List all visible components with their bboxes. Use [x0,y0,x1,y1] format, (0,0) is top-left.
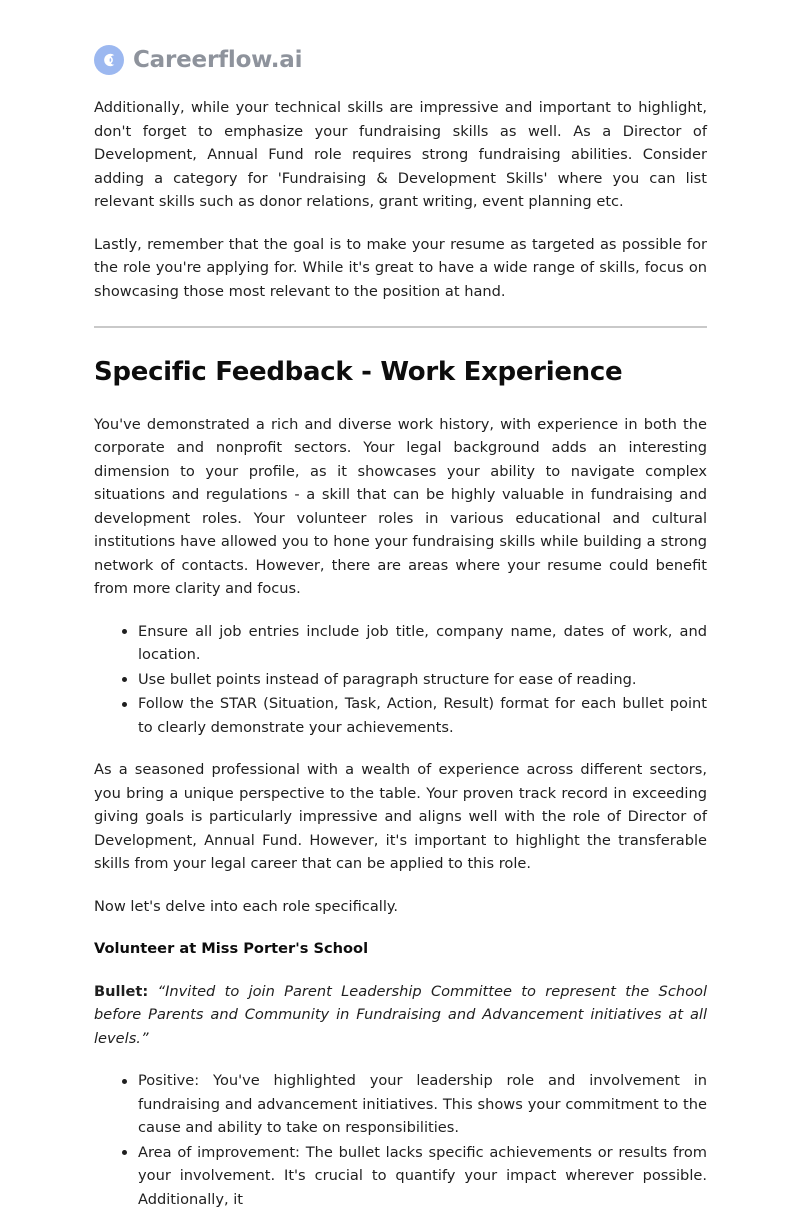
list-item: Use bullet points instead of paragraph structure for ease of reading. [122,668,707,692]
page-title: Specific Feedback - Work Experience [94,357,623,387]
section-summary-paragraph: As a seasoned professional with a wealth of experience across different sectors, you bring a unique perspective to the table. Your proven track record in exceeding giving goals is particularly impressive and aligns well with the role of Director of Development, Annual Fund. However, it's important to highlight the transferable skills from your legal career that can be applied to this role. [94,761,707,872]
intro-paragraph-1: Additionally, while your technical skills are impressive and important to highlight, don't forget to emphasize your fundraising skills as well. As a Director of Development, Annual Fund role requires strong fundraising abilities. Consider adding a category for 'Fundraising & Development Skills' where you can list relevant skills such as donor relations, grant writing, event planning etc. [94,99,707,210]
recommendations-list [94,620,707,740]
list-item: Ensure all job entries include job title, company name, dates of work, and location. [122,620,707,667]
bullet-quote-text: “Invited to join Parent Leadership Committee to represent the School before Parents and Community in Fundraising and Advancement initiatives at all levels.” [94,982,707,1047]
section-divider [94,326,707,328]
list-item: Follow the STAR (Situation, Task, Action, Result) format for each bullet point to clearly demonstrate your achievements. [122,692,707,739]
role-title: Volunteer at Miss Porter's School [94,940,369,957]
section-transition-paragraph: Now let's delve into each role specifically. [94,897,399,915]
bullet-label: Bullet: [94,982,149,1000]
careerflow-c-logo-icon [94,45,124,75]
brand-header [94,42,302,78]
list-item: Area of improvement: The bullet lacks specific achievements or results from your involvement. It's crucial to quantify your impact wherever possible. Additionally, it [122,1141,707,1212]
role-bullet-quote [94,980,707,1051]
role-feedback-list [94,1069,707,1211]
brand-name: Careerflow.ai [133,46,303,73]
document-content [94,96,707,1230]
intro-paragraph-2: Lastly, remember that the goal is to make your resume as targeted as possible for the role you're applying for. While it's great to have a wide range of skills, focus on showcasing those most relevant to the position at hand. [94,235,707,300]
list-item: Positive: You've highlighted your leadership role and involvement in fundraising and advancement initiatives. This shows your commitment to the cause and ability to take on responsibilities. [122,1069,707,1140]
section-overview-paragraph: You've demonstrated a rich and diverse work history, with experience in both the corporate and nonprofit sectors. Your legal background adds an interesting dimension to your profile, as it showcases your ability to navigate complex situations and regulations - a skill that can be highly valuable in fundraising and development roles. Your volunteer roles in various educational and cultural institutions have allowed you to hone your fundraising skills while building a strong network of contacts. However, there are areas where your resume could benefit from more clarity and focus. [94,415,707,597]
